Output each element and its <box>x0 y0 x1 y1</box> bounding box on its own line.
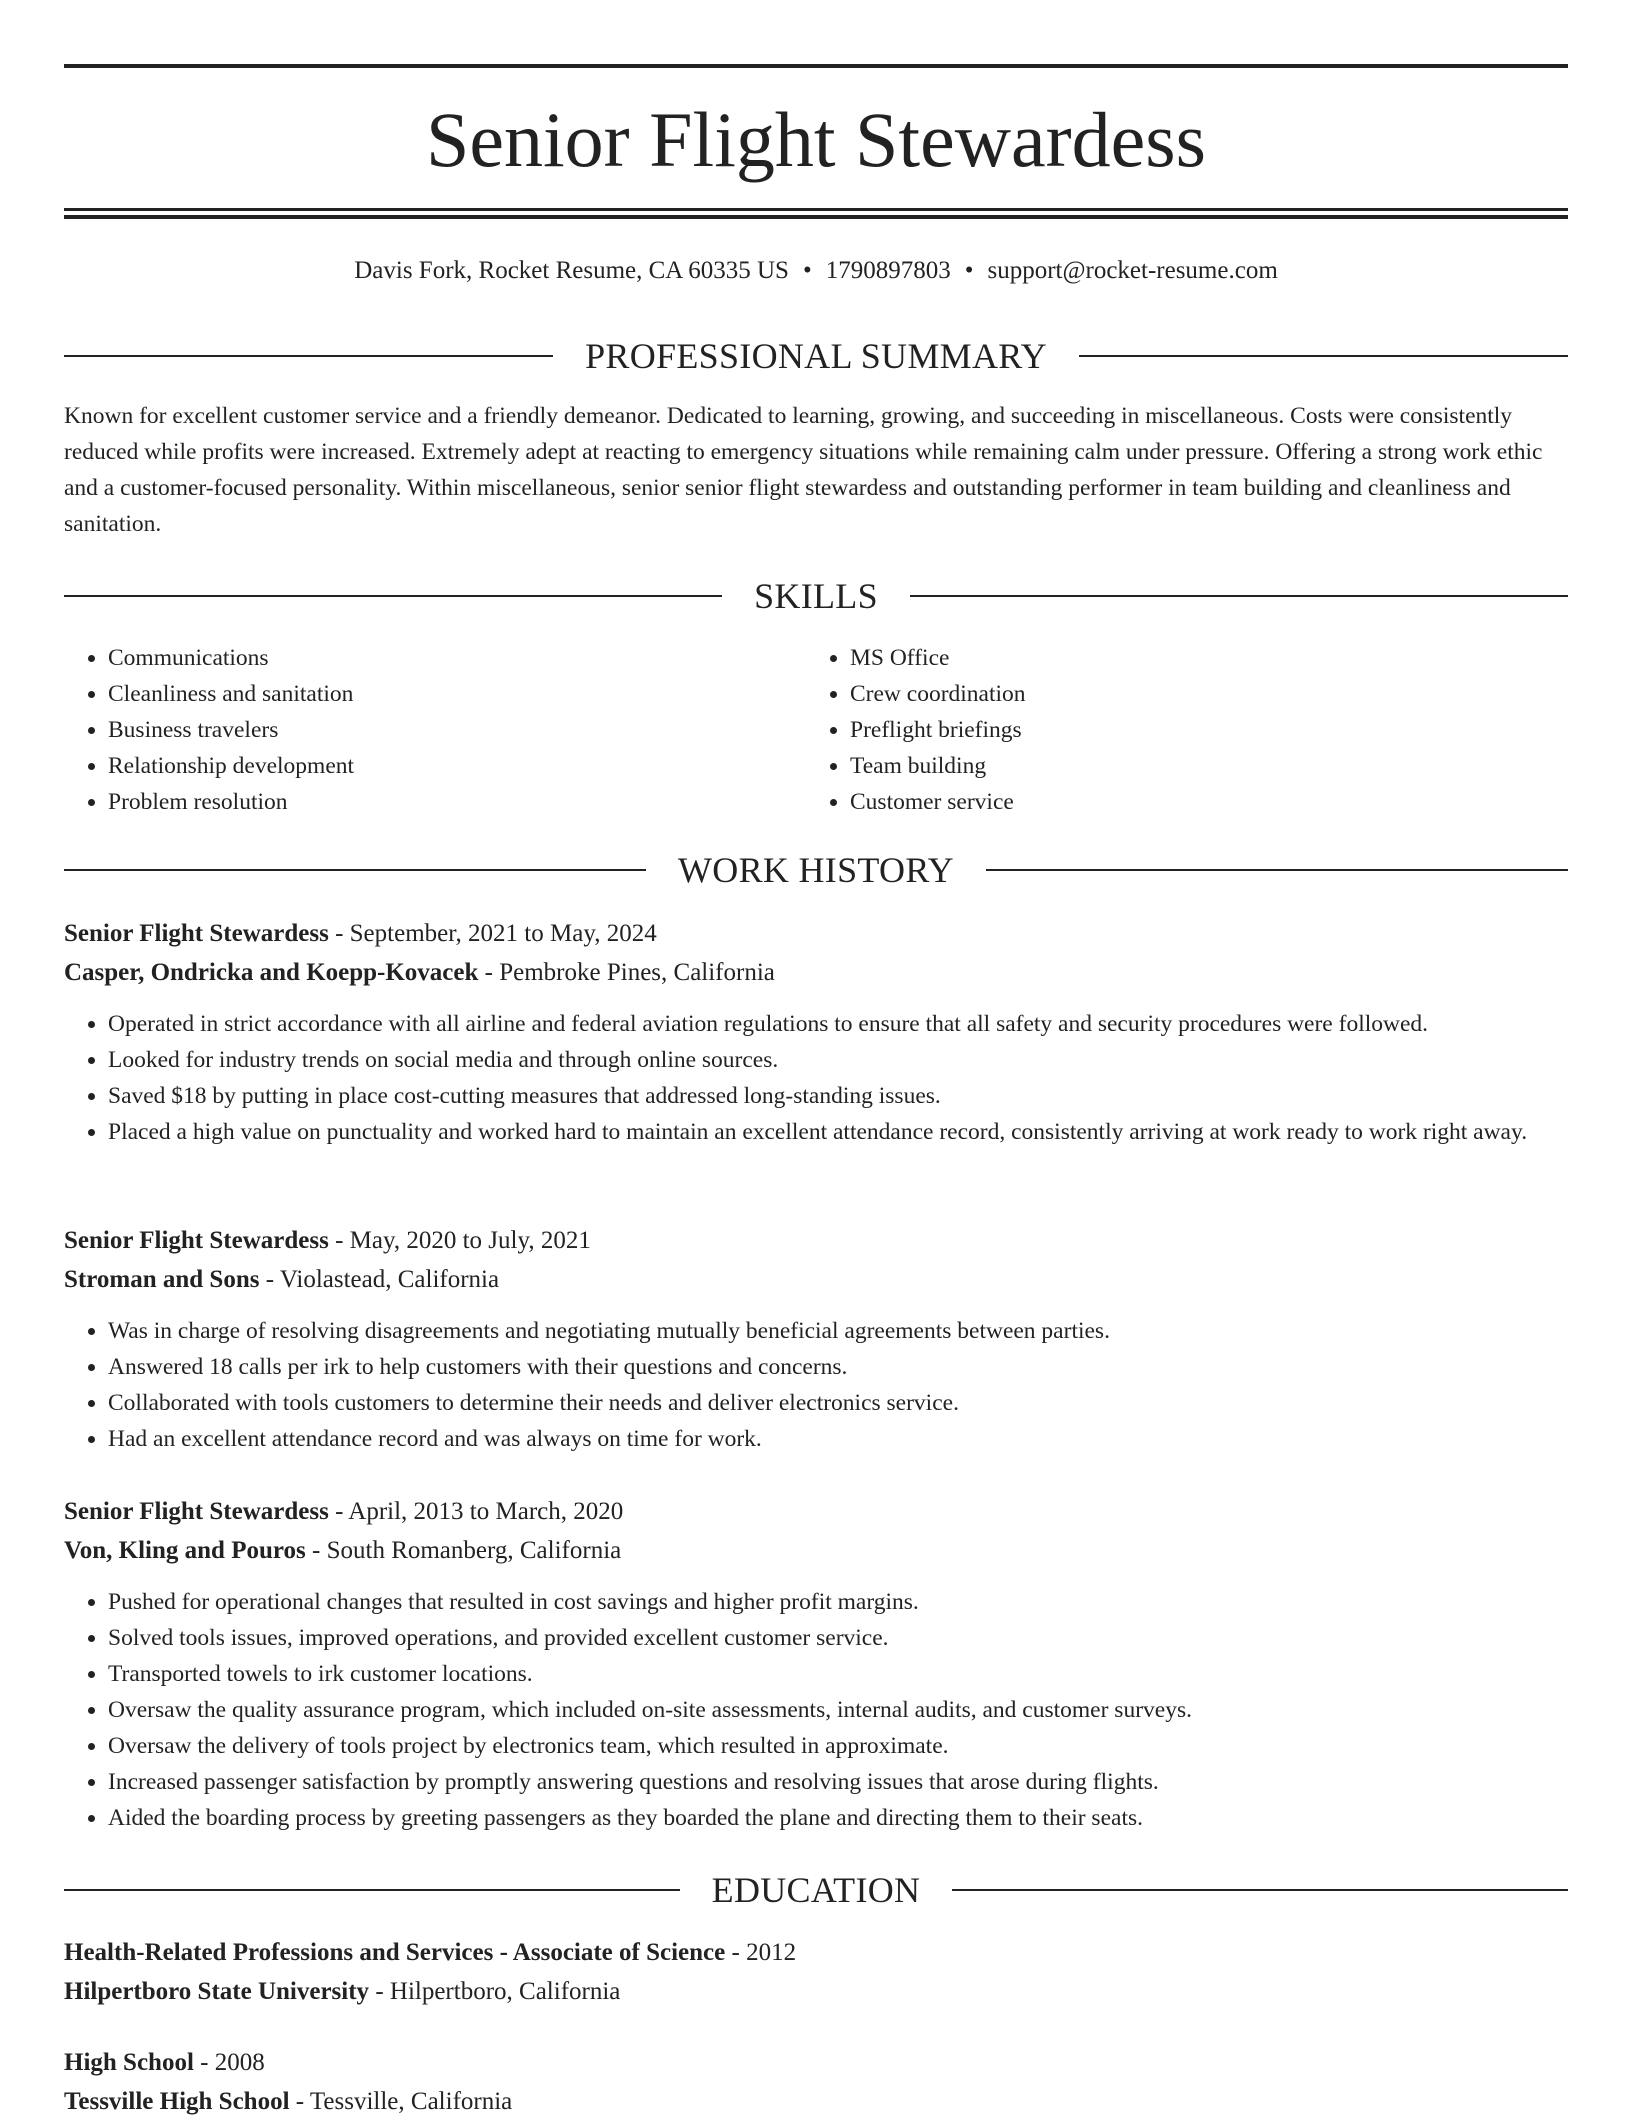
job-title-line <box>64 1492 1568 1531</box>
skill-item: • Communications <box>108 640 806 676</box>
job-bullet: • Operated in strict accordance with all airline and federal aviation regulations to ensure that all safety and security procedures were followed. <box>108 1006 1568 1042</box>
education-degree-line <box>64 2043 1568 2082</box>
summary-heading <box>64 334 1568 378</box>
job-bullet: • Was in charge of resolving disagreements and negotiating mutually beneficial agreements between parties. <box>108 1313 1568 1349</box>
contact-email[interactable]: support@rocket-resume.com <box>987 257 1278 284</box>
job-bullet: • Aided the boarding process by greeting passengers as they boarded the plane and directing them to their seats. <box>108 1800 1568 1836</box>
top-rule <box>64 64 1568 68</box>
job-bullet: • Looked for industry trends on social media and through online sources. <box>108 1042 1568 1078</box>
skill-item: • Preflight briefings <box>850 712 1566 748</box>
education-location: - Hilpertboro, California <box>369 1978 621 2005</box>
skills-column-right <box>806 640 1566 820</box>
skill-item: • Business travelers <box>108 712 806 748</box>
job-company: Stroman and Sons <box>64 1266 260 1293</box>
education-degree: Health-Related Professions and Services - Associate of Science <box>64 1939 726 1966</box>
job-bullet: • Solved tools issues, improved operations, and provided excellent customer service. <box>108 1620 1568 1656</box>
education-location: - Tessville, California <box>289 2088 513 2115</box>
skill-item: • Relationship development <box>108 748 806 784</box>
education-entry <box>64 1933 1568 2011</box>
job-bullet: • Had an excellent attendance record and was always on time for work. <box>108 1421 1568 1457</box>
contact-address: Davis Fork, Rocket Resume, CA 60335 US <box>354 257 789 284</box>
education-entry <box>64 2043 1568 2121</box>
job-bullet: • Oversaw the delivery of tools project by electronics team, which resulted in approximate. <box>108 1728 1568 1764</box>
job-company-line <box>64 1260 1568 1299</box>
contact-phone[interactable]: 1790897803 <box>825 257 951 284</box>
job-company: Von, Kling and Pouros <box>64 1537 306 1564</box>
skill-item: • Team building <box>850 748 1566 784</box>
education-year: - 2008 <box>193 2049 265 2076</box>
education-school-line <box>64 2082 1568 2121</box>
job-title: Senior Flight Stewardess <box>64 920 329 947</box>
job-location: - Pembroke Pines, California <box>478 959 775 986</box>
skills-column-left <box>64 640 806 820</box>
job-title-line <box>64 914 1568 953</box>
education-heading <box>64 1868 1568 1912</box>
job-dates: - May, 2020 to July, 2021 <box>328 1227 591 1254</box>
job-company-line <box>64 953 1568 992</box>
education-school: Tessville High School <box>64 2088 290 2115</box>
skill-item: • Cleanliness and sanitation <box>108 676 806 712</box>
skills-heading <box>64 574 1568 618</box>
double-rule <box>64 208 1568 219</box>
job-company: Casper, Ondricka and Koepp-Kovacek <box>64 959 479 986</box>
resume-title: Senior Flight Stewardess <box>426 96 1206 183</box>
job-title: Senior Flight Stewardess <box>64 1498 329 1525</box>
divider <box>1079 355 1568 357</box>
job-bullet: • Oversaw the quality assurance program, which included on-site assessments, internal audits, and customer surveys. <box>108 1692 1568 1728</box>
job-dates: - September, 2021 to May, 2024 <box>328 920 657 947</box>
divider <box>986 869 1568 871</box>
job-bullet: • Answered 18 calls per irk to help customers with their questions and concerns. <box>108 1349 1568 1385</box>
job-bullet: • Transported towels to irk customer locations. <box>108 1656 1568 1692</box>
divider <box>64 1889 680 1891</box>
contact-separator: • <box>964 257 974 284</box>
job-title-line <box>64 1221 1568 1260</box>
divider <box>910 595 1568 597</box>
job-entry <box>64 1492 1568 1836</box>
job-bullet: • Placed a high value on punctuality and worked hard to maintain an excellent attendance record, consistently arriving at work ready to work right away. <box>108 1114 1568 1150</box>
section-title: PROFESSIONAL SUMMARY <box>585 336 1047 376</box>
education-year: - 2012 <box>725 1939 797 1966</box>
job-bullets <box>64 1006 1568 1150</box>
job-bullet: • Saved $18 by putting in place cost-cutting measures that addressed long-standing issues. <box>108 1078 1568 1114</box>
skill-item: • Customer service <box>850 784 1566 820</box>
job-location: - South Romanberg, California <box>305 1537 622 1564</box>
section-title: WORK HISTORY <box>678 850 954 890</box>
section-title: EDUCATION <box>711 1870 921 1910</box>
job-bullet: • Collaborated with tools customers to determine their needs and deliver electronics service. <box>108 1385 1568 1421</box>
skill-item: • Crew coordination <box>850 676 1566 712</box>
job-bullet: • Increased passenger satisfaction by promptly answering questions and resolving issues that arose during flights. <box>108 1764 1568 1800</box>
job-location: - Violastead, California <box>259 1266 500 1293</box>
section-title: SKILLS <box>754 576 878 616</box>
job-entry <box>64 914 1568 1150</box>
job-bullets <box>64 1584 1568 1836</box>
contact-line <box>64 254 1568 288</box>
education-school-line <box>64 1972 1568 2011</box>
contact-separator: • <box>802 257 812 284</box>
job-dates: - April, 2013 to March, 2020 <box>328 1498 624 1525</box>
divider <box>64 595 722 597</box>
education-degree-line <box>64 1933 1568 1972</box>
skill-item: • Problem resolution <box>108 784 806 820</box>
skills-list <box>64 640 1568 820</box>
divider <box>64 355 553 357</box>
summary-text: Known for excellent customer service and a friendly demeanor. Dedicated to learning, growing, and succeeding in miscellaneous. Costs were consistently reduced while profits were increased. Extremely adept at reacting to emergency situations while remaining calm under pressure. Offering a strong work ethic and a customer-focused personality. Within miscellaneous, senior senior flight stewardess and outstanding performer in team building and cleanliness and sanitation. <box>64 403 1543 537</box>
job-bullets <box>64 1313 1568 1457</box>
job-entry <box>64 1221 1568 1457</box>
job-company-line <box>64 1531 1568 1570</box>
skill-item: • MS Office <box>850 640 1566 676</box>
job-bullet: • Pushed for operational changes that resulted in cost savings and higher profit margins. <box>108 1584 1568 1620</box>
divider <box>64 869 646 871</box>
education-school: Hilpertboro State University <box>64 1978 370 2005</box>
job-title: Senior Flight Stewardess <box>64 1227 329 1254</box>
divider <box>952 1889 1568 1891</box>
work-history-heading <box>64 848 1568 892</box>
education-degree: High School <box>64 2049 194 2076</box>
